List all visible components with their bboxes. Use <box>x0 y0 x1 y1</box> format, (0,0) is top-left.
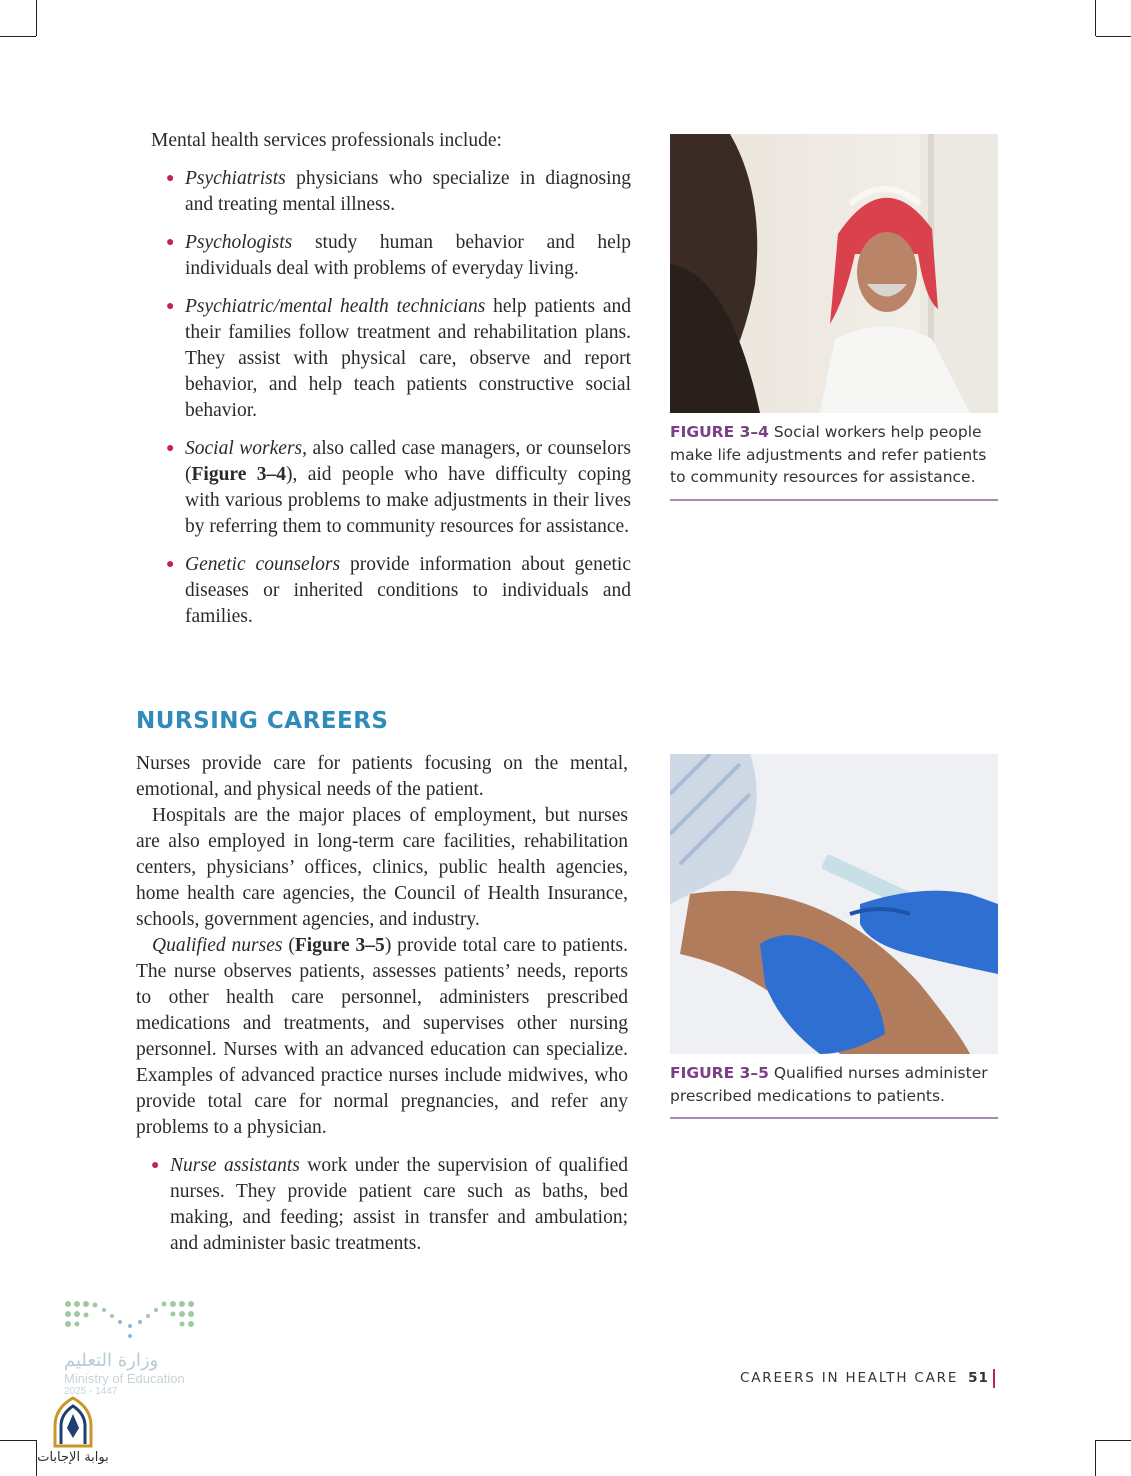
term: Psychologists <box>185 232 293 253</box>
mental-health-list <box>151 166 631 630</box>
pen-nib-icon <box>51 1396 95 1448</box>
figure-label: FIGURE 3–4 <box>670 423 769 441</box>
footer-divider <box>993 1369 995 1388</box>
term: Social workers <box>185 438 303 459</box>
bullet-icon: ● <box>151 1158 160 1173</box>
figure-label: FIGURE 3–5 <box>670 1064 769 1082</box>
bullet-icon: ● <box>166 441 175 456</box>
term: Qualified nurses <box>152 935 283 956</box>
injection-photo <box>670 754 998 1054</box>
list-item: ● Psychiatrists physicians who specialize in diagnosing and treating mental illness. <box>166 168 631 215</box>
figure-3-5 <box>670 754 998 1119</box>
crop-mark <box>1096 1440 1131 1441</box>
figure-reference: Figure 3–5 <box>294 935 385 956</box>
crop-mark <box>0 36 36 37</box>
social-worker-photo <box>670 134 998 413</box>
intro-text: Mental health services professionals include: <box>151 130 502 151</box>
list-item: ● Genetic counselors provide information about genetic diseases or inherited conditions to individuals and families. <box>166 554 631 627</box>
crop-mark <box>36 0 37 36</box>
bullet-icon: ● <box>166 557 175 572</box>
list-item: ● Psychiatric/mental health technicians help patients and their families follow treatment and rehabilitation plans. They assist with physical care, observe and report behavior, and help teach patients constructive social behavior. <box>166 296 631 421</box>
paragraph: Hospitals are the major places of employment, but nurses are also employed in long-term care facilities, rehabilitation centers, physicians’ offices, clinics, public health agencies, home health care agencies, the Council of Health Insurance, schools, government agencies, and industry. <box>136 805 628 930</box>
term: Psychiatric/mental health technicians <box>185 296 486 317</box>
figure-caption: FIGURE 3–5 Qualified nurses administer prescribed medications to patients. <box>670 1062 998 1119</box>
list-item: ● Social workers, also called case managers, or counselors (Figure 3–4), aid people who have difficulty coping with various problems to make adjustments in their lives by referring them to community resources for assistance. <box>166 438 632 537</box>
edition-year: 2025 - 1447 <box>64 1386 118 1397</box>
page-number: 51 <box>968 1370 989 1386</box>
dots-emblem-icon <box>60 1298 200 1342</box>
term: Nurse assistants <box>170 1155 300 1176</box>
mental-health-section <box>151 128 631 642</box>
paragraph: Nurses provide care for patients focusing on the mental, emotional, and physical needs of the patient. <box>136 753 628 800</box>
term: Psychiatrists <box>185 168 286 189</box>
bullet-icon: ● <box>166 235 175 250</box>
crop-mark <box>1096 36 1131 37</box>
crop-mark <box>0 1440 36 1441</box>
nursing-list <box>136 1153 628 1257</box>
bullet-icon: ● <box>166 171 175 186</box>
ministry-name-english: Ministry of Education <box>64 1371 185 1386</box>
bullet-icon: ● <box>166 299 175 314</box>
figure-caption: FIGURE 3–4 Social workers help people make life adjustments and refer patients to community resources for assistance. <box>670 421 998 501</box>
list-item: ● Nurse assistants work under the supervision of qualified nurses. They provide patient care such as baths, bed making, and feeding; assist in transfer and ambulation; and administer basic treatments. <box>151 1155 628 1254</box>
list-item: ● Psychologists study human behavior and help individuals deal with problems of everyday living. <box>166 232 631 279</box>
figure-3-4 <box>670 134 998 501</box>
section-heading: NURSING CAREERS <box>136 708 389 734</box>
watermark-text: بوابة الإجابات <box>37 1450 109 1465</box>
watermark <box>33 1396 113 1465</box>
crop-mark <box>1095 0 1096 36</box>
chapter-title: CAREERS IN HEALTH CARE <box>740 1370 959 1386</box>
nursing-section <box>136 751 628 1269</box>
paragraph: Qualified nurses (Figure 3–5) provide total care to patients. The nurse observes patients, assesses patients’ needs, reports to other health care personnel, administers prescribed medications and treatments, and supervises other nursing personnel. Nurses with an advanced education can specialize. Examples of advanced practice nurses include midwives, who provide total care for normal pregnancies, and refer any problems to a physician. <box>136 935 628 1138</box>
running-footer <box>740 1370 989 1386</box>
crop-mark <box>1095 1440 1096 1476</box>
figure-reference: Figure 3–4 <box>191 464 286 485</box>
term: Genetic counselors <box>185 554 341 575</box>
ministry-name-arabic: وزارة التعليم <box>64 1350 159 1371</box>
ministry-logo <box>60 1298 220 1397</box>
